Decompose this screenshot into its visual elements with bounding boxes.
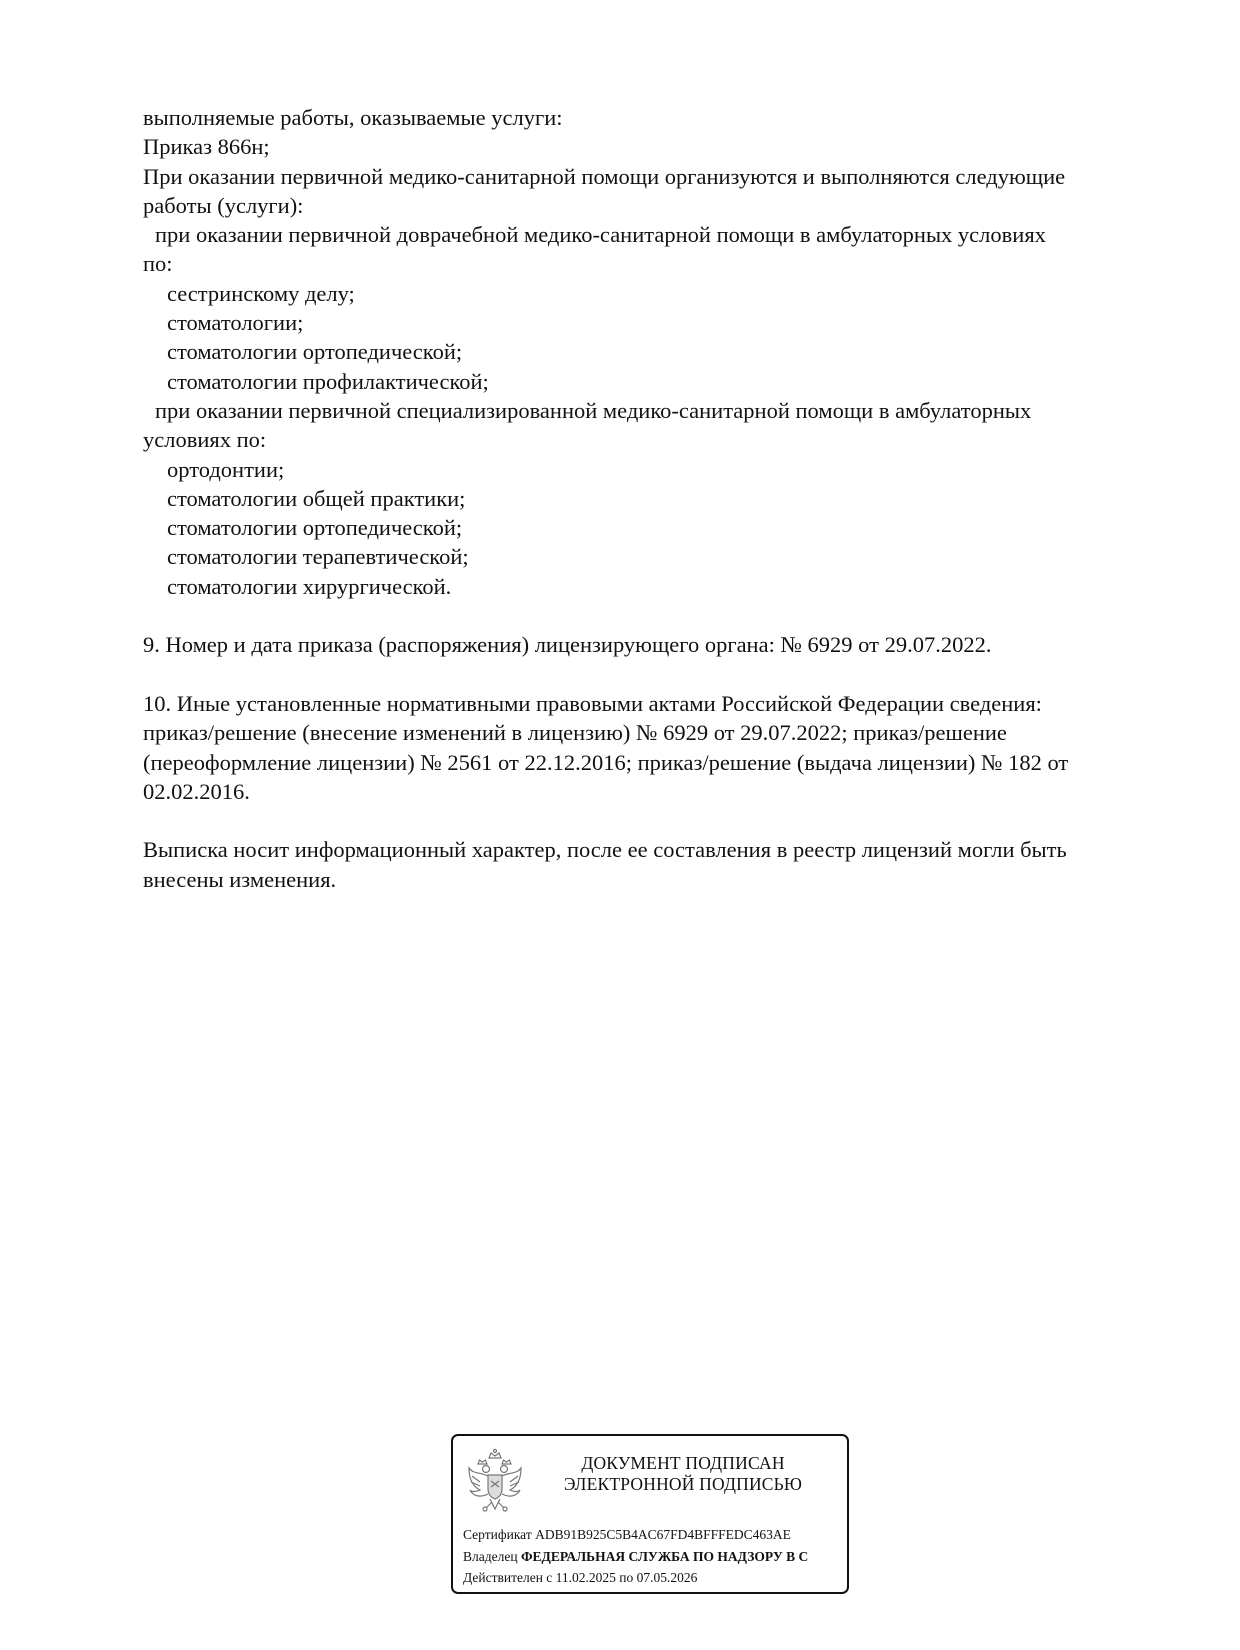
text-line: условиях по:	[143, 427, 267, 453]
note-line: Выписка носит информационный характер, после ее составления в реестр лицензий могли быть	[143, 837, 1067, 863]
text-line: при оказании первичной специализированной медико-санитарной помощи в амбулаторных	[155, 397, 1032, 423]
text-line: выполняемые работы, оказываемые услуги:	[143, 105, 563, 130]
certificate-value: ADB91B925C5B4AC67FD4BFFFEDC463AE	[535, 1527, 791, 1542]
text-line: по:	[143, 251, 173, 277]
list-item: стоматологии профилактической;	[167, 368, 489, 394]
list-item: стоматологии ортопедической;	[167, 515, 463, 541]
list-item: стоматологии хирургической.	[167, 573, 452, 599]
stamp-title-line: ЭЛЕКТРОННОЙ ПОДПИСЬЮ	[563, 1474, 803, 1494]
owner-label: Владелец	[463, 1548, 518, 1564]
electronic-signature-stamp	[451, 1434, 849, 1594]
list-item: стоматологии терапевтической;	[167, 544, 469, 570]
list-item: стоматологии;	[167, 310, 304, 336]
text-line: При оказании первичной медико-санитарной помощи организуются и выполняются следующие	[143, 163, 1066, 189]
text-line: при оказании первичной доврачебной медико-санитарной помощи в амбулаторных условиях	[155, 222, 1046, 248]
document-body	[143, 103, 1143, 894]
paragraph-gap	[143, 806, 1143, 835]
list-item: стоматологии общей практики;	[167, 485, 466, 511]
item-10-line: 10. Иные установленные нормативными правовыми актами Российской Федерации сведения:	[143, 690, 1042, 716]
owner-line	[463, 1546, 808, 1568]
paragraph-gap	[143, 601, 1143, 630]
validity-line: Действителен с 11.02.2025 по 07.05.2026	[463, 1570, 698, 1585]
note-line: внесены изменения.	[143, 866, 337, 892]
list-item: сестринскому делу;	[167, 280, 355, 306]
certificate-label: Сертификат	[463, 1527, 532, 1542]
stamp-details	[463, 1524, 808, 1589]
stamp-title	[533, 1453, 833, 1495]
item-10-line: (переоформление лицензии) № 2561 от 22.12.2016; приказ/решение (выдача лицензии) № 182 от	[143, 749, 1069, 775]
russian-coat-of-arms-icon	[466, 1446, 524, 1516]
owner-value: ФЕДЕРАЛЬНАЯ СЛУЖБА ПО НАДЗОРУ В С	[520, 1548, 809, 1564]
text-line: работы (услуги):	[143, 192, 304, 218]
text-line: Приказ 866н;	[143, 134, 270, 160]
certificate-line	[463, 1524, 808, 1546]
item-10-line: 02.02.2016.	[143, 778, 250, 804]
list-item: ортодонтии;	[167, 456, 285, 482]
stamp-title-line: ДОКУМЕНТ ПОДПИСАН	[581, 1453, 785, 1473]
list-item: стоматологии ортопедической;	[167, 339, 463, 365]
paragraph-gap	[143, 660, 1143, 689]
item-9-text: 9. Номер и дата приказа (распоряжения) лицензирующего органа: № 6929 от 29.07.2022.	[143, 632, 992, 658]
item-10-line: приказ/решение (внесение изменений в лицензию) № 6929 от 29.07.2022; приказ/решение	[143, 720, 1007, 746]
